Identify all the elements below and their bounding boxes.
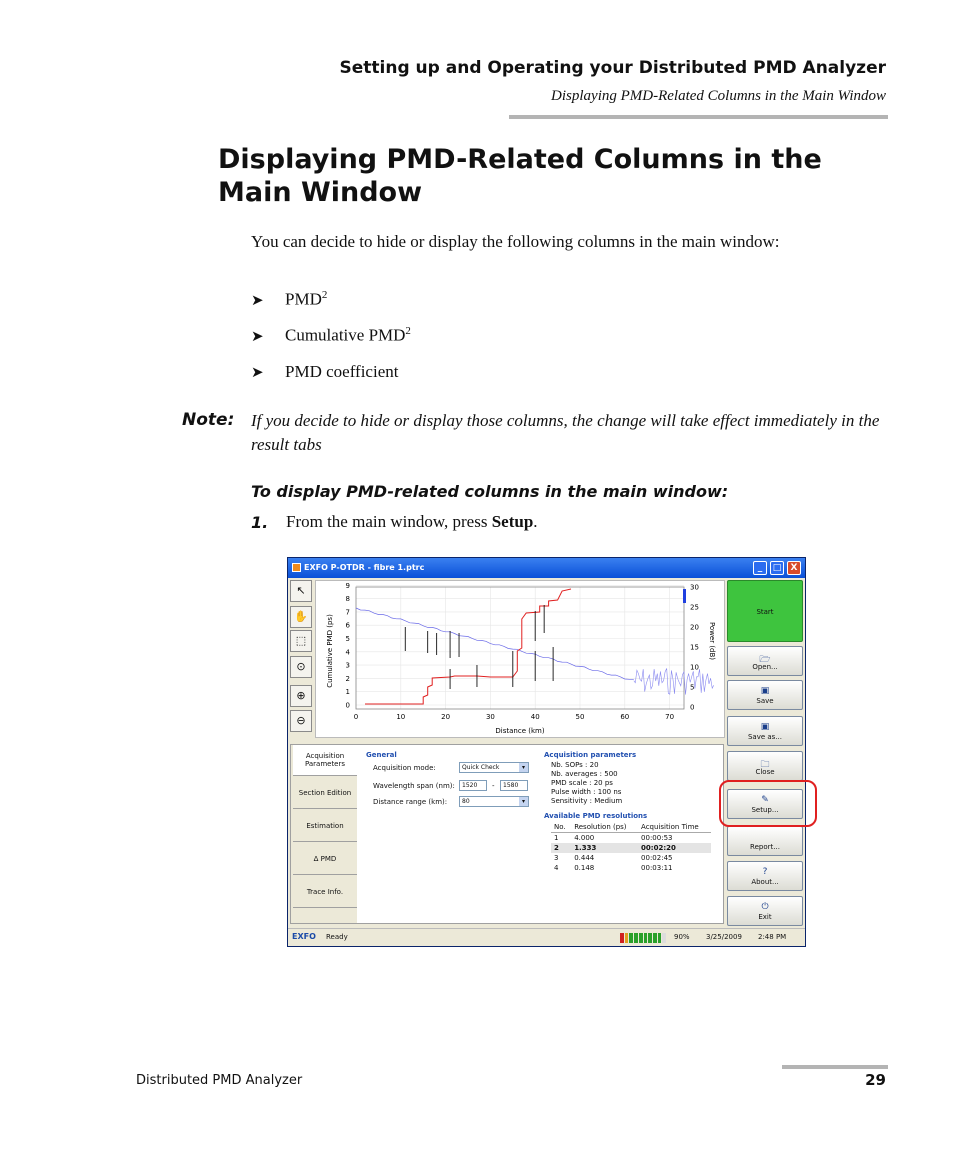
y-tick-label: 5 [345, 635, 350, 643]
y-ticks-left [346, 582, 351, 710]
folder-icon: 🗁 [759, 655, 771, 665]
running-header-subtitle: Displaying PMD-Related Columns in the Main Window [551, 88, 886, 104]
tab-trace-info[interactable]: Trace Info. [293, 877, 357, 908]
exfo-logo: EXFO [292, 932, 316, 941]
minimize-button[interactable]: _ [753, 561, 767, 575]
table-row[interactable]: 1 4.000 00:00:53 [554, 834, 673, 842]
status-text: Ready [326, 933, 348, 941]
page-number: 29 [865, 1071, 886, 1089]
save-icon: ▣ [760, 686, 770, 696]
vertical-tabs [291, 745, 357, 923]
note-text: If you decide to hide or display those columns, the change will take effect immediately in the result tabs [251, 411, 880, 454]
bullet-item: ➤ PMD$^2$ [251, 289, 328, 309]
tab-estimation[interactable]: Estimation [293, 811, 357, 842]
y-tick-label: 25 [690, 603, 699, 612]
setup-highlight-circle [719, 780, 817, 827]
x-tick-label: 20 [441, 713, 451, 721]
y-tick-label: 6 [345, 621, 350, 630]
status-date: 3/25/2009 [706, 933, 742, 941]
close-window-button[interactable]: X [787, 561, 801, 575]
footer-rule [782, 1065, 888, 1069]
running-header-title: Setting up and Operating your Distributed PMD Analyzer [339, 58, 886, 78]
close-button[interactable]: 🗀 Close [727, 751, 803, 781]
parameters-panel [290, 744, 724, 924]
about-button[interactable]: ? About... [727, 861, 803, 891]
table-header: No. Resolution (ps) Acquisition Time [551, 822, 711, 833]
window-title: EXFO P-OTDR - fibre 1.ptrc [304, 563, 425, 572]
procedure-title: To display PMD-related columns in the main window: [251, 482, 729, 501]
intro-paragraph: You can decide to hide or display the following columns in the main window: [251, 232, 780, 251]
window-titlebar[interactable] [288, 558, 805, 578]
y-tick-label: 7 [345, 608, 350, 617]
bullet-item: ➤ Cumulative PMD$^2$ [251, 325, 411, 345]
general-group-title: General [366, 751, 397, 759]
tab-content [359, 745, 723, 923]
save-as-icon: ▣ [760, 722, 770, 732]
start-button[interactable]: Start [727, 580, 803, 642]
wavelength-to-input[interactable]: 1580 [500, 780, 528, 791]
battery-gauge-icon [620, 933, 666, 943]
acq-mode-label: Acquisition mode: [373, 764, 436, 772]
status-time: 2:48 PM [758, 933, 787, 941]
resolutions-title: Available PMD resolutions [544, 812, 648, 820]
x-tick-label: 0 [353, 713, 359, 721]
pointer-tool-icon[interactable]: ↖ [290, 580, 312, 602]
x-axis-label: Distance (km) [495, 727, 545, 735]
y-tick-label: 0 [345, 701, 350, 710]
y-tick-label: 20 [690, 623, 699, 632]
power-noise-trace [634, 668, 714, 694]
resolutions-table [551, 822, 711, 873]
wavelength-from-input[interactable]: 1520 [459, 780, 487, 791]
wavelength-dash: - [492, 782, 495, 790]
zoom-fit-icon[interactable]: ⊙ [290, 656, 312, 678]
x-tick-label: 70 [665, 713, 675, 721]
help-icon: ? [762, 867, 768, 877]
header-rule [509, 115, 888, 119]
step-number: 1. [251, 513, 269, 532]
y-tick-label: 8 [345, 595, 350, 604]
note-label: Note: [182, 410, 235, 430]
wavelength-label: Wavelength span (nm): [373, 782, 455, 790]
acq-params-title: Acquisition parameters [544, 751, 637, 759]
zoom-out-icon[interactable]: ⊖ [290, 710, 312, 732]
chevron-down-icon: ▾ [519, 797, 528, 806]
section-heading: Displaying PMD-Related Columns in the Main Window [218, 144, 822, 208]
bullet-item: ➤ PMD coefficient [251, 362, 399, 381]
y-tick-label: 2 [345, 674, 350, 683]
y-ticks-right [690, 584, 699, 712]
arrow-bullet-icon: ➤ [251, 363, 264, 381]
y-tick-label: 3 [345, 661, 350, 670]
battery-percent: 90% [674, 933, 690, 941]
save-as-button[interactable]: ▣ Save as... [727, 716, 803, 746]
y-tick-label: 15 [690, 643, 699, 652]
power-trace [356, 608, 634, 680]
tab-acquisition-parameters[interactable]: Acquisition Parameters [293, 745, 357, 776]
setup-icon: ✎ [761, 795, 769, 805]
distance-range-select[interactable]: 80 ▾ [459, 796, 529, 807]
app-icon [292, 563, 301, 572]
scroll-marker [683, 589, 686, 603]
y-tick-label: 4 [345, 648, 350, 657]
save-button[interactable]: ▣ Save [727, 680, 803, 710]
app-window [287, 557, 806, 947]
footer-title: Distributed PMD Analyzer [136, 1073, 303, 1088]
y-tick-label: 9 [345, 581, 350, 590]
distance-range-label: Distance range (km): [373, 798, 448, 806]
arrow-bullet-icon: ➤ [251, 326, 264, 345]
table-row[interactable]: 4 0.148 00:03:11 [554, 864, 673, 872]
y-tick-label: 30 [690, 583, 699, 592]
pmd-trace-chart[interactable] [315, 580, 725, 738]
maximize-button[interactable]: □ [770, 561, 784, 575]
acq-param-line: PMD scale : 20 ps [551, 779, 613, 787]
x-tick-label: 30 [485, 713, 495, 721]
y-tick-label: 1 [345, 688, 350, 697]
setup-button[interactable]: ✎ Setup... [727, 789, 803, 819]
zoom-area-icon[interactable]: ⬚ [290, 630, 312, 652]
y-tick-label: 0 [690, 703, 695, 712]
acq-param-line: Pulse width : 100 ns [551, 788, 622, 796]
acq-mode-select[interactable]: Quick Check ▾ [459, 762, 529, 773]
exit-button[interactable]: ⏻ Exit [727, 896, 803, 926]
acq-param-line: Nb. averages : 500 [551, 770, 618, 778]
chevron-down-icon: ▾ [519, 763, 528, 772]
zoom-in-icon[interactable]: ⊕ [290, 685, 312, 707]
x-tick-label: 10 [396, 713, 406, 721]
power-icon: ⏻ [761, 902, 769, 912]
tab-section-edition[interactable]: Section Edition [293, 778, 357, 809]
table-row-selected[interactable]: 2 1.333 00:02:20 [551, 843, 711, 853]
report-button[interactable]: Report... [727, 826, 803, 856]
x-tick-label: 50 [575, 713, 585, 721]
tab-delta-pmd[interactable]: Δ PMD [293, 844, 357, 875]
arrow-bullet-icon: ➤ [251, 290, 264, 309]
status-bar [288, 928, 805, 946]
y-tick-label: 10 [690, 663, 699, 672]
x-tick-label: 40 [530, 713, 540, 721]
acq-param-line: Sensitivity : Medium [551, 797, 623, 805]
table-row[interactable]: 3 0.444 00:02:45 [554, 854, 673, 862]
open-button[interactable]: 🗁 Open... [727, 646, 803, 676]
x-tick-label: 60 [620, 713, 630, 721]
y-tick-label: 5 [690, 683, 695, 692]
folder-close-icon: 🗀 [760, 760, 770, 770]
cumulative-pmd-trace [365, 589, 571, 704]
step-text: From the main window, press Setup. [286, 512, 538, 531]
trace-svg [316, 581, 724, 737]
pan-hand-icon[interactable]: ✋ [290, 606, 312, 628]
y-axis-left-label: Cumulative PMD (ps) [326, 614, 334, 688]
x-ticks [354, 713, 674, 721]
y-axis-right-label: Power (dB) [708, 621, 716, 661]
acq-param-line: Nb. SOPs : 20 [551, 761, 599, 769]
